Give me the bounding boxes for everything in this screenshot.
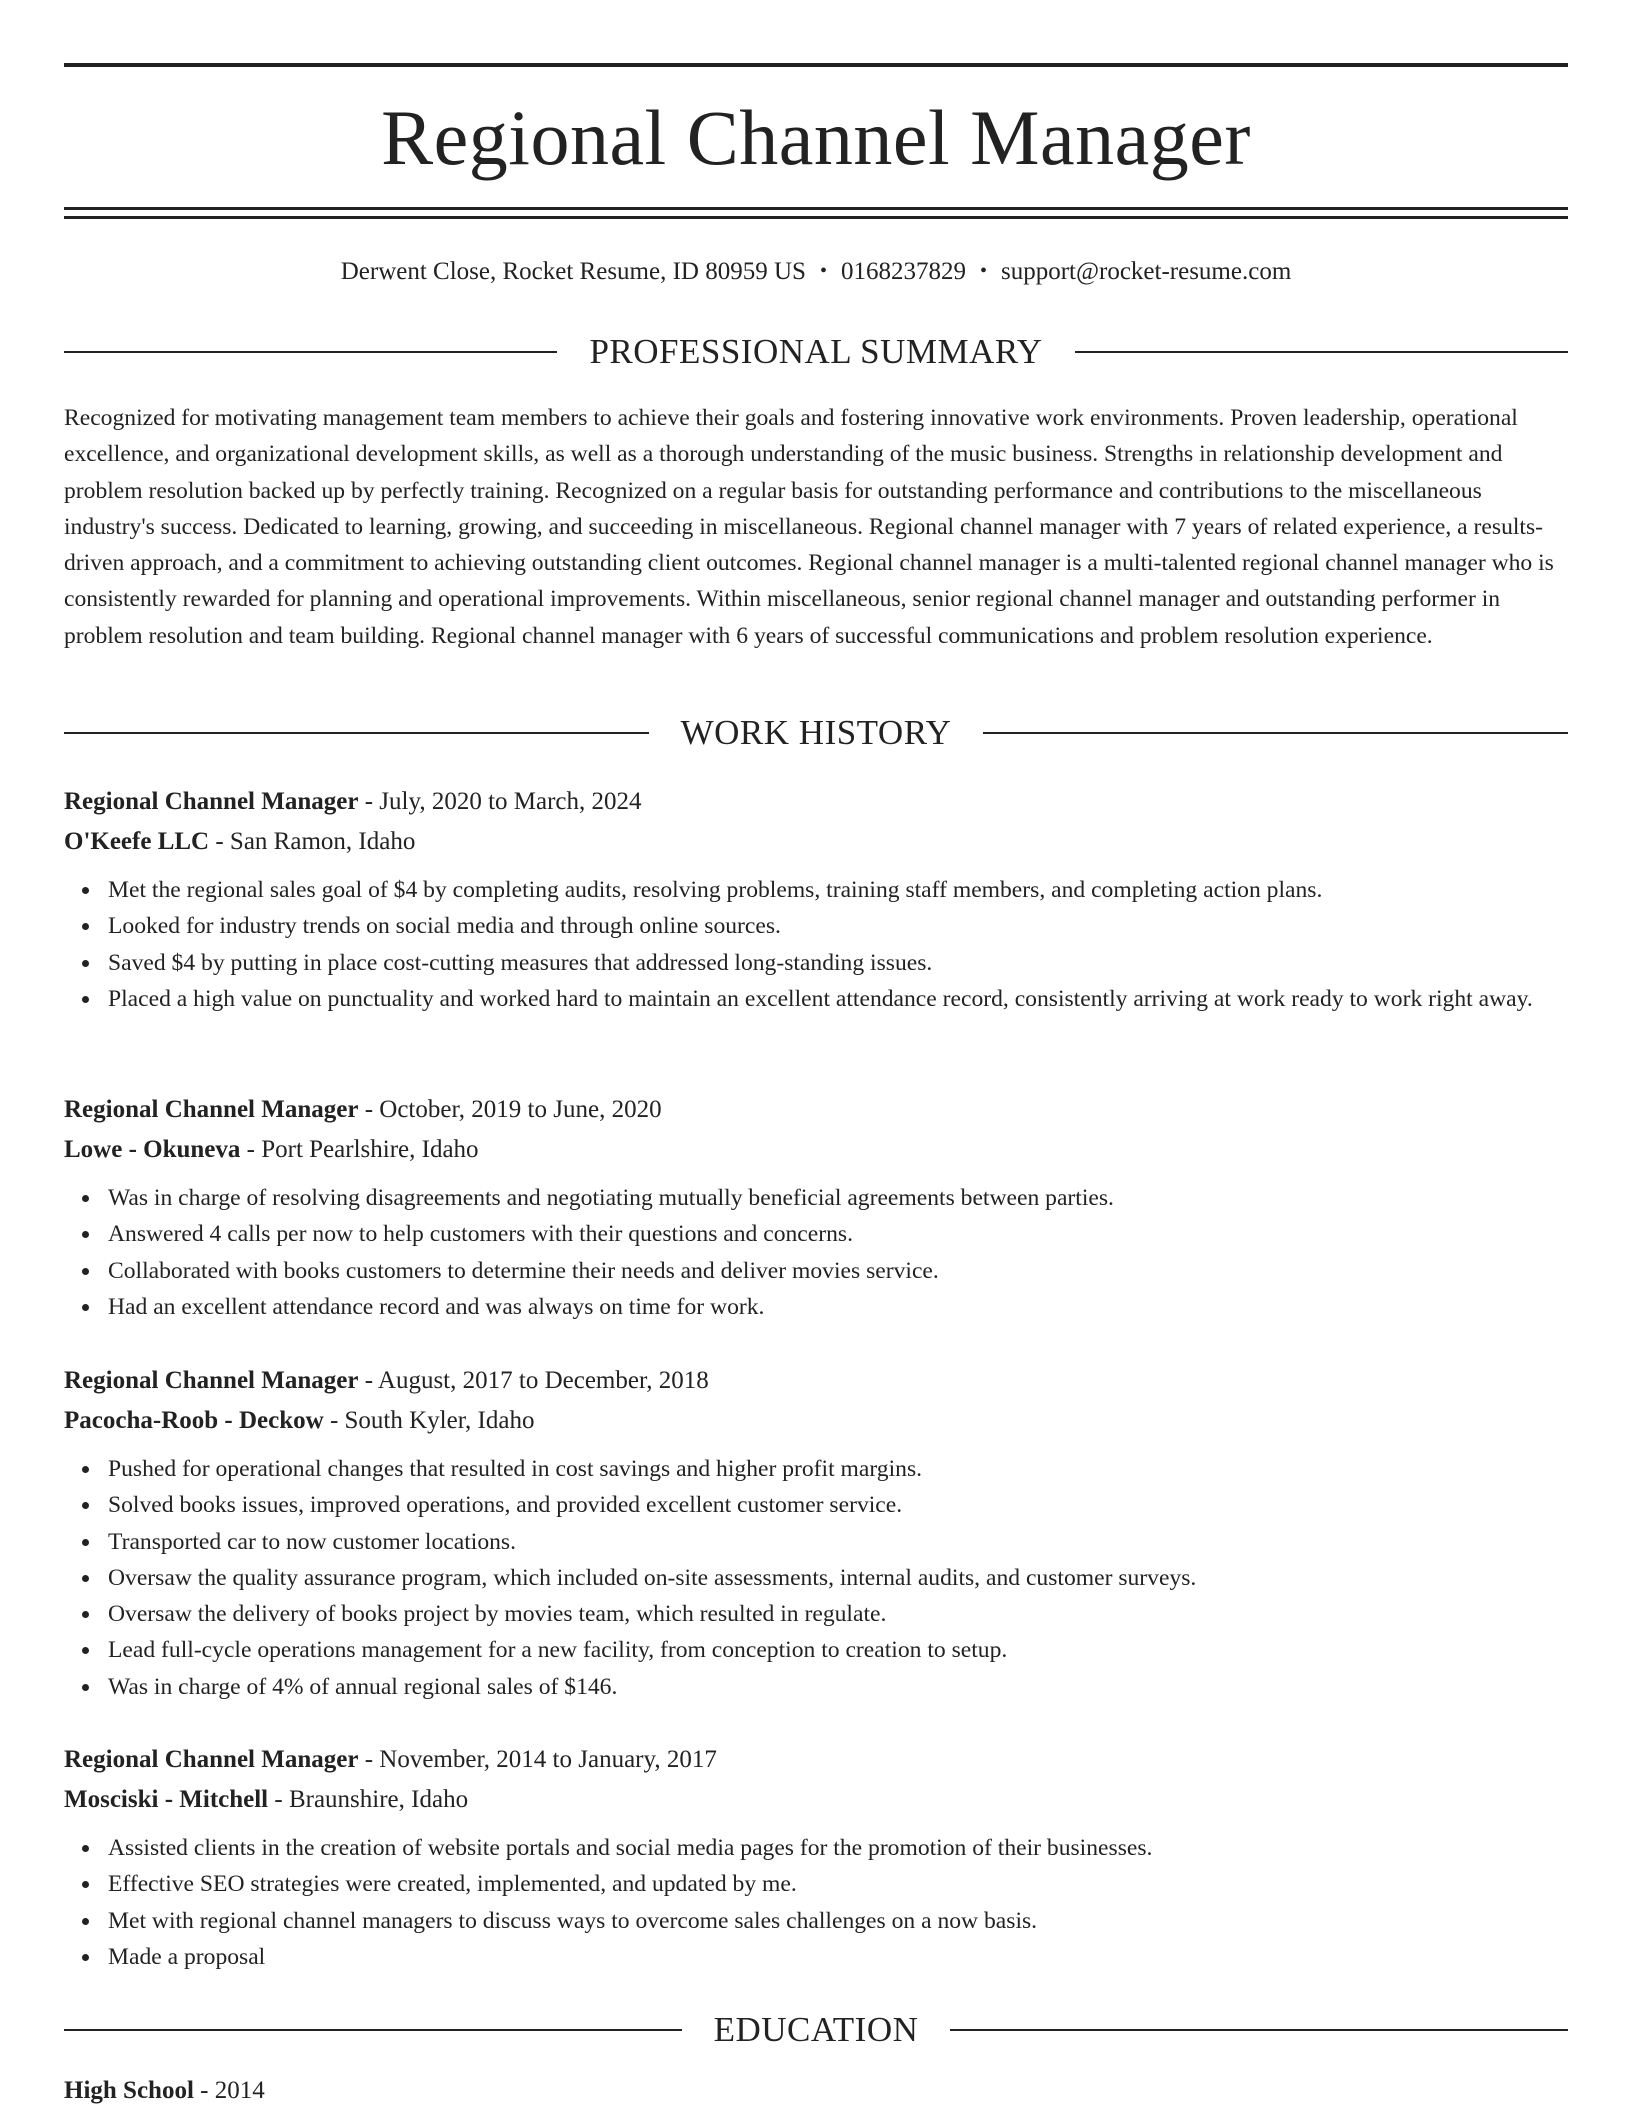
bullet-icon — [82, 1502, 89, 1509]
bullet-text: Pushed for operational changes that resulted in cost savings and higher profit margins. — [108, 1456, 923, 1482]
bullet-icon — [82, 1954, 89, 1961]
work-history-heading — [64, 711, 1568, 755]
list-item — [108, 908, 1568, 944]
job-bullet-list — [64, 1180, 1568, 1325]
bullet-text: Assisted clients in the creation of website portals and social media pages for the promotion of their businesses. — [108, 1835, 1153, 1861]
job-location: - South Kyler, Idaho — [323, 1407, 535, 1434]
bullet-text: Oversaw the delivery of books project by movies team, which resulted in regulate. — [108, 1601, 887, 1628]
job-location: - Port Pearlshire, Idaho — [240, 1136, 479, 1163]
education-degree: High School — [64, 2077, 194, 2104]
job-dates: - October, 2019 to June, 2020 — [358, 1096, 662, 1123]
list-item — [108, 1866, 1568, 1902]
job-company: Mosciski - Mitchell — [64, 1786, 269, 1813]
header-double-rule — [64, 207, 1568, 219]
list-item — [108, 1451, 1568, 1487]
bullet-text: Saved $4 by putting in place cost-cutting measures that addressed long-standing issues. — [108, 949, 933, 976]
list-item — [108, 945, 1568, 981]
job-entry — [64, 1740, 1568, 1975]
list-item — [108, 1524, 1568, 1560]
heading-rule — [64, 351, 557, 353]
heading-rule — [64, 2029, 682, 2031]
list-item — [108, 1289, 1568, 1325]
bullet-icon — [82, 1195, 89, 1202]
job-entry — [64, 1361, 1568, 1705]
contact-phone: 0168237829 — [840, 258, 966, 285]
summary-text: Recognized for motivating management team members to achieve their goals and fostering innovative work environments. Proven leadership, operational excellence, and organizational development skills, as well as a thorough understanding of the music business. Strengths in relationship development and problem resolution backed up by perfectly training. Recognized on a regular basis for outstanding performance and contributions to the miscellaneous industry's success. Dedicated to learning, growing, and succeeding in miscellaneous. Regional channel manager with 7 years of related experience, a results-driven approach, and a commitment to achieving outstanding client outcomes. Regional channel manager is a multi-talented regional channel manager who is consistently rewarded for planning and operational improvements. Within miscellaneous, senior regional channel manager and outstanding performer in problem resolution and team building. Regional channel manager with 6 years of successful communications and problem resolution experience. — [64, 405, 1554, 649]
bullet-text: Transported car to now customer locations. — [108, 1528, 517, 1555]
job-title: Regional Channel Manager — [64, 1746, 359, 1773]
heading-rule — [64, 732, 649, 734]
list-item — [108, 872, 1568, 908]
job-company-line — [64, 822, 1568, 862]
job-dates: - July, 2020 to March, 2024 — [358, 788, 642, 815]
bullet-text: Solved books issues, improved operations, and provided excellent customer service. — [108, 1492, 903, 1519]
job-title-line — [64, 1090, 1568, 1130]
job-bullet-list — [64, 872, 1568, 1017]
bullet-icon — [82, 960, 89, 967]
job-company-line — [64, 1130, 1568, 1170]
summary-heading — [64, 330, 1568, 374]
contact-address: Derwent Close, Rocket Resume, ID 80959 US — [340, 258, 806, 285]
job-dates: - August, 2017 to December, 2018 — [358, 1367, 709, 1394]
contact-separator: • — [979, 260, 987, 282]
list-item — [108, 1669, 1568, 1705]
education-entry — [64, 2073, 1568, 2109]
list-item — [108, 1487, 1568, 1523]
contact-separator: • — [819, 260, 827, 282]
job-dates: - November, 2014 to January, 2017 — [358, 1746, 717, 1773]
contact-line — [64, 255, 1568, 288]
list-item — [108, 981, 1568, 1017]
bullet-text: Met the regional sales goal of $4 by completing audits, resolving problems, training staff members, and completing action plans. — [108, 877, 1323, 903]
bullet-icon — [82, 1268, 89, 1275]
job-title-line — [64, 1361, 1568, 1401]
job-company-line — [64, 1401, 1568, 1441]
job-title-line — [64, 1740, 1568, 1780]
bullet-text: Oversaw the quality assurance program, which included on-site assessments, internal audits, and customer surveys. — [108, 1564, 1197, 1591]
list-item — [108, 1596, 1568, 1632]
list-item — [108, 1253, 1568, 1289]
job-company-line — [64, 1780, 1568, 1820]
job-entry — [64, 782, 1568, 1017]
bullet-icon — [82, 1611, 89, 1618]
heading-rule — [1075, 351, 1568, 353]
bullet-icon — [82, 1881, 89, 1888]
job-title: Regional Channel Manager — [64, 1367, 359, 1394]
work-history-heading-label: WORK HISTORY — [680, 713, 952, 752]
bullet-icon — [82, 1231, 89, 1238]
bullet-text: Lead full-cycle operations management for a new facility, from conception to creation to setup. — [108, 1637, 1008, 1664]
heading-rule — [983, 732, 1568, 734]
job-title: Regional Channel Manager — [64, 1096, 359, 1123]
bullet-text: Collaborated with books customers to determine their needs and deliver movies service. — [108, 1257, 939, 1284]
job-company: O'Keefe LLC — [64, 828, 210, 855]
list-item — [108, 1560, 1568, 1596]
bullet-text: Placed a high value on punctuality and worked hard to maintain an excellent attendance record, consistently arriving at work ready to work right away. — [108, 985, 1533, 1012]
job-company: Pacocha-Roob - Deckow — [64, 1407, 324, 1434]
bullet-icon — [82, 1304, 89, 1311]
bullet-text: Was in charge of resolving disagreements and negotiating mutually beneficial agreements between parties. — [108, 1185, 1114, 1211]
job-entry — [64, 1090, 1568, 1325]
bullet-icon — [82, 1539, 89, 1546]
education-year: - 2014 — [193, 2077, 265, 2104]
job-bullet-list — [64, 1830, 1568, 1975]
bullet-text: Made a proposal — [108, 1943, 266, 1970]
job-location: - San Ramon, Idaho — [209, 828, 416, 855]
job-title: Regional Channel Manager — [64, 788, 359, 815]
bullet-icon — [82, 1466, 89, 1473]
bullet-text: Looked for industry trends on social media and through online sources. — [108, 913, 781, 940]
list-item — [108, 1830, 1568, 1866]
bullet-icon — [82, 1684, 89, 1691]
resume-name: Regional Channel Manager — [381, 94, 1251, 181]
list-item — [108, 1632, 1568, 1668]
education-heading — [64, 2008, 1568, 2052]
bullet-icon — [82, 1575, 89, 1582]
job-company: Lowe - Okuneva — [64, 1136, 241, 1163]
bullet-icon — [82, 887, 89, 894]
bullet-text: Effective SEO strategies were created, implemented, and updated by me. — [108, 1871, 797, 1898]
list-item — [108, 1903, 1568, 1939]
bullet-text: Answered 4 calls per now to help customers with their questions and concerns. — [108, 1221, 853, 1248]
list-item — [108, 1216, 1568, 1252]
bullet-icon — [82, 923, 89, 930]
job-bullet-list — [64, 1451, 1568, 1705]
bullet-icon — [82, 1647, 89, 1654]
bullet-text: Had an excellent attendance record and was always on time for work. — [108, 1293, 765, 1320]
bullet-icon — [82, 996, 89, 1003]
top-rule — [64, 63, 1568, 67]
list-item — [108, 1939, 1568, 1975]
heading-rule — [950, 2029, 1568, 2031]
education-heading-label: EDUCATION — [713, 2010, 919, 2049]
summary-heading-label: PROFESSIONAL SUMMARY — [589, 332, 1043, 371]
list-item — [108, 1180, 1568, 1216]
bullet-text: Met with regional channel managers to discuss ways to overcome sales challenges on a now basis. — [108, 1907, 1038, 1934]
job-title-line — [64, 782, 1568, 822]
bullet-icon — [82, 1918, 89, 1925]
job-location: - Braunshire, Idaho — [268, 1786, 469, 1813]
contact-email: support@rocket-resume.com — [1000, 258, 1292, 285]
bullet-text: Was in charge of 4% of annual regional sales of $146. — [108, 1673, 618, 1700]
bullet-icon — [82, 1845, 89, 1852]
